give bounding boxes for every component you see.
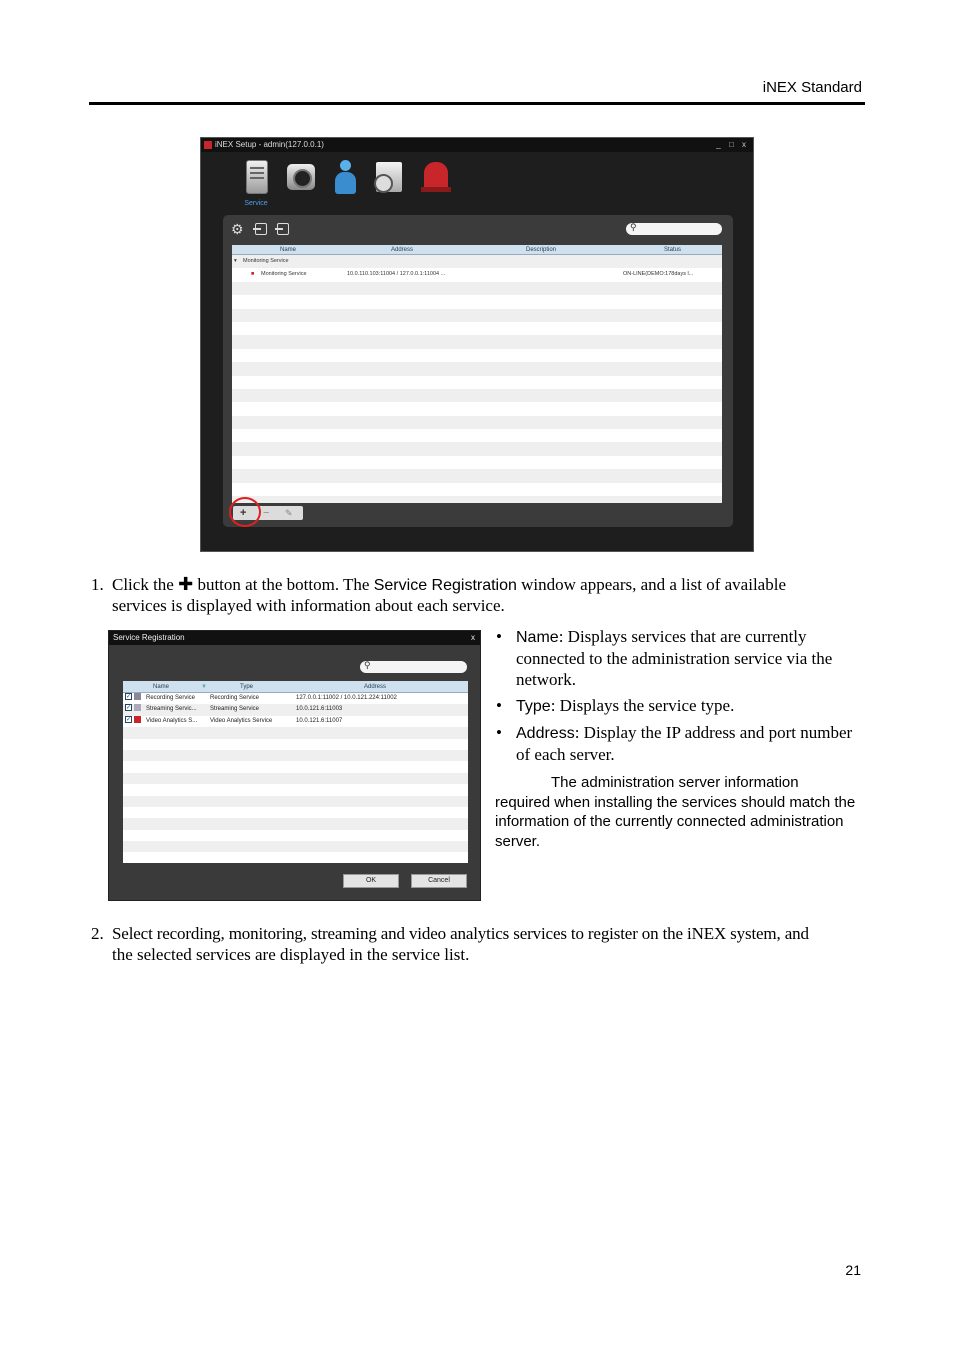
- toolbar-alarm[interactable]: [419, 158, 453, 198]
- gear-icon[interactable]: ⚙: [231, 221, 244, 237]
- row-name: Streaming Servic...: [146, 706, 197, 713]
- row-name: Video Analytics S...: [146, 717, 198, 724]
- row-address: 10.0.121.6:11007: [296, 717, 343, 724]
- service-registration-title: Service Registration: [113, 633, 185, 642]
- column-header[interactable]: Name: [279, 247, 296, 253]
- edit-button[interactable]: ✎: [285, 508, 293, 518]
- row-name: Recording Service: [146, 695, 196, 701]
- note-line1: The administration server information: [551, 774, 799, 791]
- column-header[interactable]: Address: [364, 684, 387, 690]
- add-button[interactable]: +: [240, 507, 247, 519]
- service-name: Monitoring Service: [261, 271, 307, 278]
- header-rule: [89, 102, 865, 105]
- registration-search-input[interactable]: [360, 661, 467, 673]
- service-registration-window: [108, 630, 481, 901]
- toolbar-device[interactable]: [284, 158, 318, 198]
- bullet-term: Name: [516, 629, 559, 646]
- page-number: 21: [845, 1262, 861, 1278]
- service-panel: [223, 215, 733, 527]
- table-row[interactable]: [232, 268, 722, 281]
- step1-number: 1.: [91, 575, 104, 594]
- cancel-button[interactable]: Cancel: [411, 874, 467, 888]
- streaming-icon: [134, 704, 141, 711]
- bullet-term: Type: [516, 698, 551, 715]
- registration-table: [123, 681, 468, 863]
- row-type: Recording Service: [210, 695, 260, 701]
- highlight-circle: [229, 497, 261, 527]
- server-icon: [246, 160, 268, 194]
- column-header[interactable]: Address: [390, 247, 413, 253]
- app-icon: [204, 141, 212, 149]
- inex-setup-titlebar: [201, 138, 753, 152]
- toolbar-service-label: Service: [244, 200, 268, 207]
- plus-icon: ✚: [178, 574, 194, 595]
- list-item: • Name: Displays services that are currently connected to the administration service via the network.: [496, 627, 833, 689]
- step1-text-line2: services is displayed with information about each service.: [112, 596, 505, 615]
- table-row[interactable]: [123, 704, 468, 715]
- row-checkbox[interactable]: ✓: [126, 716, 132, 723]
- remove-button[interactable]: −: [263, 507, 270, 519]
- page-header-title: iNEX Standard: [762, 79, 862, 96]
- step2-text: Select recording, monitoring, streaming and video analytics services to register on the iNEX system, and: [112, 924, 809, 943]
- bullet-text: : Displays services that are currently connected to the administration service via the network.: [516, 627, 833, 689]
- schedule-icon: [376, 162, 402, 192]
- video-analytics-icon: [134, 716, 141, 723]
- bullet-term: Address: [516, 725, 575, 742]
- bullet-text: : Displays the service type.: [550, 696, 735, 715]
- close-icon[interactable]: x: [471, 633, 475, 642]
- row-address: 127.0.0.1:11002 / 10.0.121.224:11002: [296, 695, 397, 701]
- sort-icon: ▼: [201, 684, 207, 690]
- row-checkbox[interactable]: ✓: [126, 705, 132, 712]
- inex-setup-title: iNEX Setup - admin(127.0.0.1): [215, 140, 324, 149]
- table-row[interactable]: [123, 693, 468, 704]
- field-descriptions: [496, 626, 866, 770]
- service-address: 10.0.110.103:11004 / 127.0.0.1:11004 ...: [347, 271, 446, 278]
- row-type: Video Analytics Service: [210, 717, 273, 724]
- alarm-icon: [424, 162, 448, 188]
- search-icon: ⚲: [364, 660, 371, 670]
- toolbar-service[interactable]: [239, 158, 273, 207]
- toolbar-schedule[interactable]: [371, 158, 405, 198]
- note-rest: required when installing the services should match the information of the currently connected administration server.: [495, 793, 856, 850]
- group-name: Monitoring Service: [243, 258, 289, 264]
- service-table-header: [232, 245, 722, 255]
- monitoring-icon: ■: [251, 271, 255, 278]
- service-table: [232, 245, 722, 503]
- inex-setup-window: [200, 137, 754, 552]
- registration-table-header: [123, 681, 468, 693]
- row-type: Streaming Service: [210, 706, 260, 713]
- step1-text: Click the ✚ button at the bottom. The Service Registration window appears, and a list of available: [112, 574, 786, 595]
- search-icon: ⚲: [630, 222, 637, 232]
- note-text: [495, 773, 865, 851]
- table-row[interactable]: [123, 716, 468, 727]
- service-status: ON-LINE(DEMO:178days l...: [623, 271, 694, 278]
- list-item: • Type: Displays the service type.: [496, 696, 735, 715]
- column-header[interactable]: Type: [240, 684, 254, 690]
- table-row[interactable]: [232, 255, 722, 268]
- import-icon[interactable]: [277, 223, 289, 235]
- service-registration-term: Service Registration: [373, 577, 517, 594]
- step2-text-line2: the selected services are displayed in the service list.: [112, 945, 470, 964]
- row-checkbox[interactable]: ✓: [126, 694, 132, 700]
- service-search-input[interactable]: [626, 223, 722, 235]
- export-icon[interactable]: [255, 223, 267, 235]
- camera-icon: [287, 164, 315, 190]
- expand-icon[interactable]: ▾: [234, 258, 237, 264]
- column-header[interactable]: Name: [153, 684, 170, 690]
- service-registration-titlebar: [109, 631, 480, 645]
- recording-icon: [134, 693, 141, 700]
- column-header[interactable]: Status: [663, 247, 681, 253]
- list-item: • Address: Display the IP address and port number of each server.: [496, 723, 853, 764]
- column-header[interactable]: Description: [525, 247, 556, 253]
- user-icon: [340, 160, 351, 171]
- ok-button[interactable]: OK: [343, 874, 399, 888]
- bullet-text: : Display the IP address and port number of each server.: [516, 723, 853, 764]
- step2-number: 2.: [91, 924, 104, 943]
- window-controls[interactable]: _ □ x: [716, 140, 749, 149]
- row-address: 10.0.121.6:11003: [296, 706, 343, 713]
- toolbar-user[interactable]: [328, 158, 362, 198]
